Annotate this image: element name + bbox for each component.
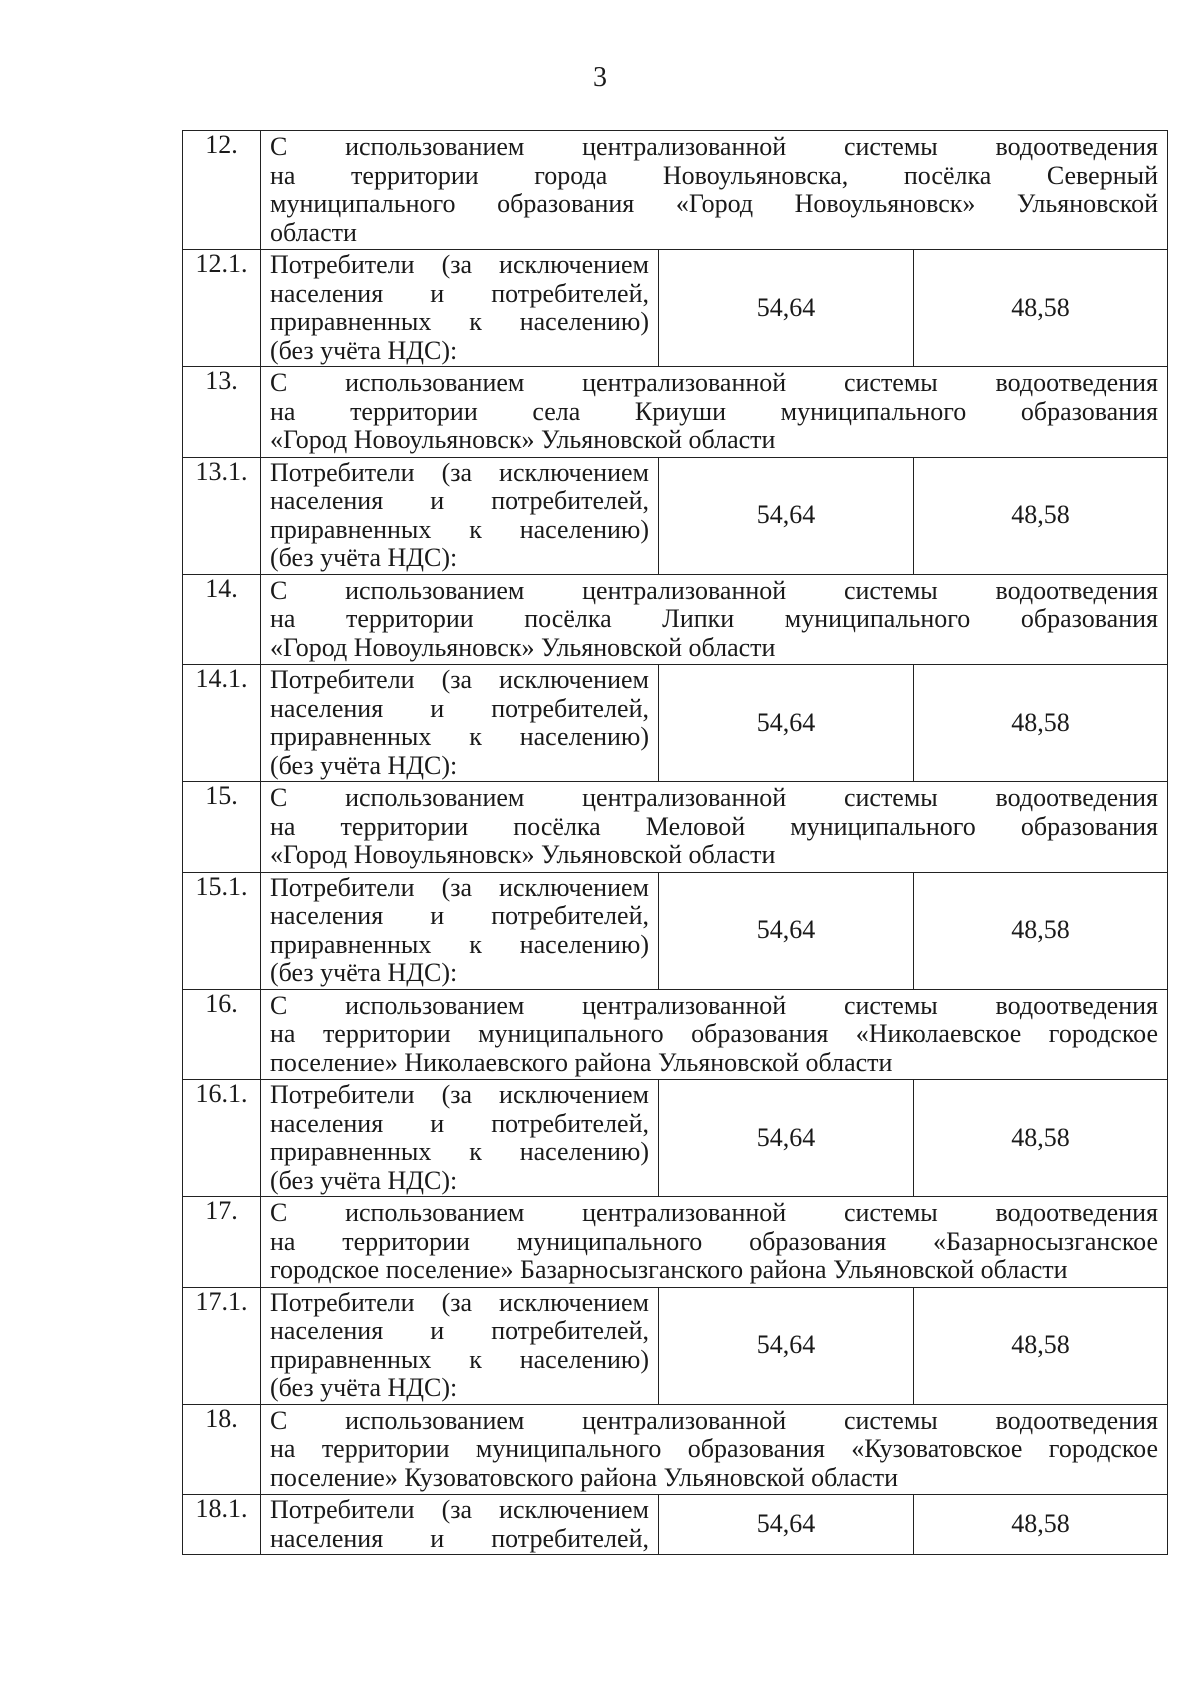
consumer-line: Потребители (за исключением — [270, 1080, 649, 1109]
consumer-line: населения и потребителей, — [270, 1108, 649, 1138]
consumer-description — [261, 1495, 659, 1555]
tariff-value-2: 48,58 — [914, 457, 1168, 574]
consumer-description — [261, 872, 659, 989]
section-description — [261, 574, 1168, 665]
tariff-value-2: 48,58 — [914, 250, 1168, 367]
consumer-line: приравненных к населению) — [270, 307, 649, 336]
section-description — [261, 782, 1168, 873]
section-row — [183, 574, 1168, 665]
sub-row-number: 12.1. — [183, 250, 261, 367]
section-row — [183, 1197, 1168, 1288]
description-line: на территории муниципального образования «Кузоватовское городское — [270, 1434, 1159, 1463]
consumer-row — [183, 250, 1168, 367]
description-line: С использованием централизованной системы водоотведения — [270, 1405, 1159, 1435]
row-number: 15. — [183, 782, 261, 873]
tariff-table — [182, 130, 1168, 1555]
description-line: С использованием централизованной системы водоотведения — [270, 132, 1159, 161]
consumer-line: Потребители (за исключением — [270, 1287, 649, 1317]
description-line: на территории села Криуши муниципального образования — [270, 396, 1159, 426]
description-line: области — [270, 217, 357, 247]
tariff-value-1: 54,64 — [659, 1080, 914, 1197]
consumer-line: (без учёта НДС): — [270, 750, 458, 780]
page-number: 3 — [593, 62, 607, 93]
sub-row-number: 17.1. — [183, 1287, 261, 1404]
description-line: городское поселение» Базарносызганского района Ульяновской области — [270, 1255, 1068, 1284]
sub-row-number: 14.1. — [183, 665, 261, 782]
description-line: «Город Новоульяновск» Ульяновской области — [270, 632, 776, 662]
section-description — [261, 989, 1168, 1080]
consumer-row — [183, 665, 1168, 782]
section-row — [183, 131, 1168, 250]
row-number: 16. — [183, 989, 261, 1080]
description-line: на территории посёлка Меловой муниципального образования — [270, 811, 1159, 841]
tariff-value-2: 48,58 — [914, 872, 1168, 989]
consumer-line: населения и потребителей, — [270, 1316, 649, 1345]
consumer-line: приравненных к населению) — [270, 722, 649, 751]
description-line: С использованием централизованной системы водоотведения — [270, 1198, 1159, 1227]
section-description — [261, 1197, 1168, 1288]
consumer-row — [183, 1495, 1168, 1555]
consumer-line: (без учёта НДС): — [270, 958, 458, 987]
tariff-value-1: 54,64 — [659, 665, 914, 782]
row-number: 17. — [183, 1197, 261, 1288]
section-description — [261, 131, 1168, 250]
row-number: 14. — [183, 574, 261, 665]
tariff-value-2: 48,58 — [914, 1495, 1168, 1555]
consumer-line: населения и потребителей, — [270, 693, 649, 723]
consumer-description — [261, 457, 659, 574]
description-line: С использованием централизованной системы водоотведения — [270, 575, 1159, 605]
tariff-value-2: 48,58 — [914, 1287, 1168, 1404]
section-row — [183, 989, 1168, 1080]
consumer-line: населения и потребителей, — [270, 486, 649, 515]
consumer-line: населения и потребителей, — [270, 901, 649, 930]
description-line: С использованием централизованной системы водоотведения — [270, 368, 1159, 397]
consumer-row — [183, 872, 1168, 989]
description-line: муниципального образования «Город Новоульяновск» Ульяновской — [270, 189, 1159, 218]
consumer-line: приравненных к населению) — [270, 514, 649, 544]
description-line: поселение» Кузоватовского района Ульяновской области — [270, 1462, 899, 1492]
section-row — [183, 782, 1168, 873]
tariff-value-2: 48,58 — [914, 1080, 1168, 1197]
description-line: поселение» Николаевского района Ульяновской области — [270, 1047, 893, 1077]
consumer-row — [183, 1287, 1168, 1404]
consumer-description — [261, 250, 659, 367]
consumer-line: приравненных к населению) — [270, 1137, 649, 1166]
consumer-line: Потребители (за исключением — [270, 250, 649, 279]
description-line: «Город Новоульяновск» Ульяновской области — [270, 840, 776, 869]
description-line: С использованием централизованной системы водоотведения — [270, 990, 1159, 1020]
tariff-value-1: 54,64 — [659, 1495, 914, 1555]
row-number: 18. — [183, 1404, 261, 1495]
row-number: 12. — [183, 131, 261, 250]
consumer-row — [183, 457, 1168, 574]
tariff-value-1: 54,64 — [659, 457, 914, 574]
consumer-line: Потребители (за исключением — [270, 872, 649, 902]
consumer-line: приравненных к населению) — [270, 1344, 649, 1374]
consumer-line: Потребители (за исключением — [270, 457, 649, 487]
consumer-line: населения и потребителей, — [270, 1523, 649, 1553]
consumer-description — [261, 665, 659, 782]
tariff-value-1: 54,64 — [659, 1287, 914, 1404]
sub-row-number: 13.1. — [183, 457, 261, 574]
consumer-line: (без учёта НДС): — [270, 1165, 458, 1195]
section-description — [261, 367, 1168, 458]
consumer-line: Потребители (за исключением — [270, 665, 649, 694]
sub-row-number: 18.1. — [183, 1495, 261, 1555]
consumer-line: Потребители (за исключением — [270, 1495, 649, 1524]
tariff-value-2: 48,58 — [914, 665, 1168, 782]
description-line: на территории муниципального образования «Базарносызганское — [270, 1226, 1159, 1256]
description-line: на территории посёлка Липки муниципального образования — [270, 604, 1159, 633]
row-number: 13. — [183, 367, 261, 458]
description-line: «Город Новоульяновск» Ульяновской области — [270, 425, 776, 454]
consumer-line: (без учёта НДС): — [270, 1373, 458, 1402]
consumer-line: населения и потребителей, — [270, 278, 649, 308]
consumer-description — [261, 1287, 659, 1404]
section-description — [261, 1404, 1168, 1495]
description-line: на территории города Новоульяновска, посёлка Северный — [270, 160, 1159, 190]
section-row — [183, 367, 1168, 458]
consumer-row — [183, 1080, 1168, 1197]
tariff-value-1: 54,64 — [659, 872, 914, 989]
consumer-line: (без учёта НДС): — [270, 335, 458, 365]
section-row — [183, 1404, 1168, 1495]
description-line: на территории муниципального образования «Николаевское городское — [270, 1019, 1159, 1048]
sub-row-number: 15.1. — [183, 872, 261, 989]
consumer-line: приравненных к населению) — [270, 929, 649, 959]
consumer-line: (без учёта НДС): — [270, 543, 458, 572]
description-line: С использованием централизованной системы водоотведения — [270, 783, 1159, 812]
sub-row-number: 16.1. — [183, 1080, 261, 1197]
consumer-description — [261, 1080, 659, 1197]
tariff-value-1: 54,64 — [659, 250, 914, 367]
